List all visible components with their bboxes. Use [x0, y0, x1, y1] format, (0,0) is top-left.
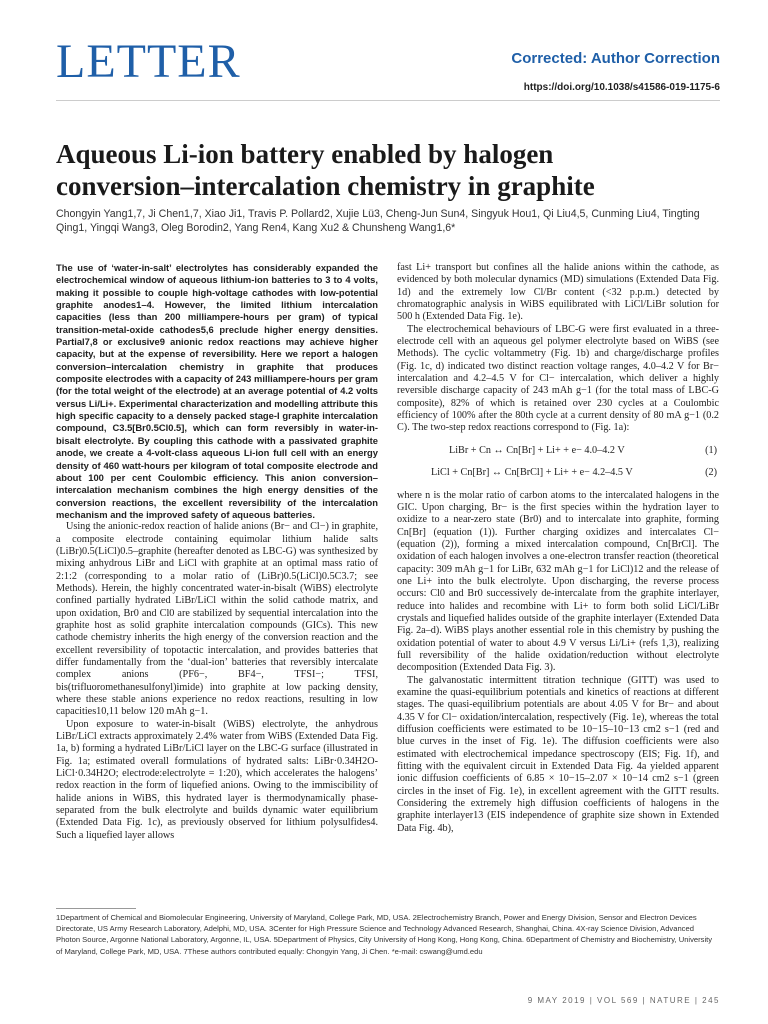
body-paragraph: fast Li+ transport but confines all the halide anions within the cathode, as evidenced by both molecular dynamics (MD) simulations (Extended Data Fig. 1d) and the extremely low Cl/Br content (<32 p.p.m.) detected by chromatographic analysis in WiBS equilibrated with LiCl/LiBr solution for 500 h (Extended Data Fig. 1e). [397, 262, 719, 323]
title-line-2: conversion–intercalation chemistry in graphite [56, 171, 595, 201]
body-paragraph: The galvanostatic intermittent titration technique (GITT) was used to examine the quasi-equilibrium potentials and kinetics of reactions at different stages. The quasi-equilibrium potentials are about 4.05 V for Br− and about 4.35 V for Cl− oxidation/intercalation, respectively (Fig. 1e), whereas the total diffusion coefficients were estimated to be 10−15–10−13 cm2 s−1 (red and blue curves in the inset of Fig. 1e). The diffusion coefficients were also estimated with electrochemical impedance spectroscopy (EIS; Fig. 1f), and fitting with the equivalent circuit in Extended Data Fig. 4a yielded apparent ionic diffusion coefficients of 6.85 × 10−15–2.07 × 10−14 cm2 s−1 (green circles in the inset of Fig. 1e), in excellent agreement with the GITT results. Considering the extremely high diffusion coefficients of halogens in the graphite interlayer13 (EIS independence of graphite size shown in Extended Data Fig. 4b), [397, 674, 719, 834]
footnote-divider [56, 908, 136, 909]
body-paragraph: where n is the molar ratio of carbon atoms to the intercalated halogens in the GIC. Upon charging, Br− is the first species within the hydration layer to oxidize to a near-zero state (Br0) and to intercalate into graphite, forming Cn[Br] (equation (1)). Further charging oxidizes and intercalates Cl− (equation (2)), forming a mixed intercalation compound, Cn[BrCl]. The oxidation of each halogen involves a one-electron transfer reaction (theoretical capacity: 309 mAh g−1 for LiBr, 632 mAh g−1 for LiCl)12 and the release of one Li+ into the bulk electrolyte. Upon discharging, the reverse process occurs: Cl0 and Br0 successively de-intercalate from the graphite interlayer, reduce into halides and recombine with Li+ to form both solid LiCl/LiBr crystals and liquefied halides outside of the graphite interlayer (Extended Data Fig. 2a–d). WiBS plays another essential role in this chemistry by pushing the oxidation potential of water to about 4.9 V versus Li/Li+ (refs 1,3), realizing full reversibility of the halide oxidation/reduction without electrolyte decomposition (Extended Data Fig. 3). [397, 489, 719, 674]
abstract: The use of ‘water-in-salt’ electrolytes has considerably expanded the electrochemical window of aqueous lithium-ion batteries to 3 to 4 volts, making it possible to couple high-voltage cathodes with low-potential graphite anodes1–4. However, the limited lithium intercalation capacities (less than 200 milliampere-hours per gram) of typical transition-metal-oxide cathodes5,6 preclude higher energy densities. Partial7,8 or exclusive9 anionic redox reactions may achieve higher capacity, but at the expense of reversibility. Here we report a halogen conversion–intercalation chemistry in graphite that produces composite electrodes with a capacity of 243 milliampere-hours per gram (for the total weight of the electrode) at an average potential of 4.2 volts versus Li/Li+. Experimental characterization and modelling attribute this high specific capacity to a densely packed stage-I graphite intercalation compound, C3.5[Br0.5Cl0.5], which can form reversibly in water-in-bisalt electrolyte. By coupling this cathode with a passivated graphite anode, we create a 4-volt-class aqueous Li-ion full cell with an energy density of 460 watt-hours per kilogram of total composite electrode and about 100 per cent Coulombic efficiency. This anion conversion–intercalation mechanism combines the high energy densities of the conversion reactions, the excellent reversibility of the intercalation mechanism and the improved safety of aqueous batteries. [56, 262, 378, 520]
equation-2-text: LiCl + Cn[Br] ↔ Cn[BrCl] + Li+ + e− 4.2–4.5 V [431, 467, 633, 479]
body-paragraph: Using the anionic-redox reaction of halide anions (Br− and Cl−) in graphite, a composite electrode containing equimolar lithium halide salts (LiBr)0.5(LiCl)0.5–graphite (hereafter denoted as LBC-G) was synthesized by mixing anhydrous LiBr and LiCl with graphite at an optimal mass ratio of 2:1:2 (corresponding to a molar ratio of (LiBr)0.5(LiCl)0.5C3.7; see Methods). Herein, the highly concentrated water-in-bisalt (WiBS) electrolyte confined partially hydrated LiBr/LiCl within the solid cathode matrix, and upon oxidation, Br0 and Cl0 are stabilized by sequential intercalation into the graphite host as solid graphite intercalation compounds (GICs). This new cathode chemistry inherits the high energy of the conversion reaction and the excellent reversibility of topotactic intercalation, and provides batteries that differ fundamentally from the ‘dual-ion’ batteries that reversibly intercalate complex anions (PF6−, BF4−, TFSI−; TFSI, bis(trifluoromethanesulfonyl)imide) into graphite at low packing density, where these stable anions experience no redox reactions, resulting in low capacities10,11 below 120 mAh g−1. [56, 521, 378, 718]
section-label: LETTER [56, 35, 241, 88]
left-column [56, 262, 378, 842]
header-divider [56, 100, 720, 101]
equation-2-number: (2) [705, 467, 717, 479]
equation-1-number: (1) [705, 444, 717, 456]
body-paragraph: The electrochemical behaviours of LBC-G were first evaluated in a three-electrode cell with an aqueous gel polymer electrolyte based on WiBS (see Methods). The cyclic voltammetry (Fig. 1b) and charge/discharge profiles (Fig. 1c, d) indicated two distinct reaction voltage ranges, 4.0–4.2 V for Br− intercalation and 4.2–4.5 V for Cl− intercalation, which deliver a highly reversible discharge capacity of 243 mAh g−1 (for the total mass of LBC-G composite), 82% of which is retained over 230 cycles at a Coulombic efficiency of 100% after the 80th cycle at a current density of 80 mA g−1 (0.2 C). The two-step redox reactions correspond to (Fig. 1a): [397, 323, 719, 434]
equation-1-text: LiBr + Cn ↔ Cn[Br] + Li+ + e− 4.0–4.2 V [449, 444, 625, 456]
title-line-1: Aqueous Li-ion battery enabled by halogen [56, 139, 554, 169]
right-column [397, 262, 719, 835]
page-folio: 9 MAY 2019 | VOL 569 | NATURE | 245 [527, 996, 720, 1005]
equation-2 [397, 467, 719, 479]
article-title [56, 138, 726, 202]
doi-link[interactable]: https://doi.org/10.1038/s41586-019-1175-6 [523, 82, 720, 93]
body-paragraph: Upon exposure to water-in-bisalt (WiBS) electrolyte, the anhydrous LiBr/LiCl extracts approximately 2.4% water from WiBS (Extended Data Fig. 1a, b) forming a hydrated LiBr/LiCl layer on the LBC-G surface (illustrated in Fig. 1a; estimated overall formulations of hydrated salts: LiBr·0.34H2O-LiCl·0.34H2O; electrode:electrolyte = 1:20), which accelerates the halogens’ redox reaction in the form of liquefied anions. Owing to the immiscibility of halide anions in WiBS, this hydrated layer is thermodynamically phase-separated from the bulk electrolyte and builds dynamic water equilibrium (Extended Data Fig. 1c), as previously observed for lithium polysulfides4. Such a liquefied layer allows [56, 718, 378, 841]
author-list: Chongyin Yang1,7, Ji Chen1,7, Xiao Ji1, Travis P. Pollard2, Xujie Lü3, Cheng-Jun Sun4, Singyuk Hou1, Qi Liu4,5, Cunming Liu4, Tingting Qing1, Yingqi Wang3, Oleg Borodin2, Yang Ren4, Kang Xu2 & Chunsheng Wang1,6* [56, 208, 700, 234]
equation-1 [397, 445, 719, 457]
affiliations-footnote: 1Department of Chemical and Biomolecular Engineering, University of Maryland, College Park, MD, USA. 2Electrochemistry Branch, Power and Energy Division, Sensor and Electron Devices Directorate, US Army Research Laboratory, Adelphi, MD, USA. 3Center for High Pressure Science and Technology Advanced Research, Shanghai, China. 4X-ray Science Division, Advanced Photon Source, Argonne National Laboratory, Argonne, IL, USA. 5Department of Physics, City University of Hong Kong, Hong Kong, China. 6Department of Chemistry and Biochemistry, University of Maryland, College Park, MD, USA. 7These authors contributed equally: Chongyin Yang, Ji Chen. *e-mail: cswang@umd.edu [56, 913, 713, 956]
correction-link[interactable]: Corrected: Author Correction [511, 50, 720, 67]
